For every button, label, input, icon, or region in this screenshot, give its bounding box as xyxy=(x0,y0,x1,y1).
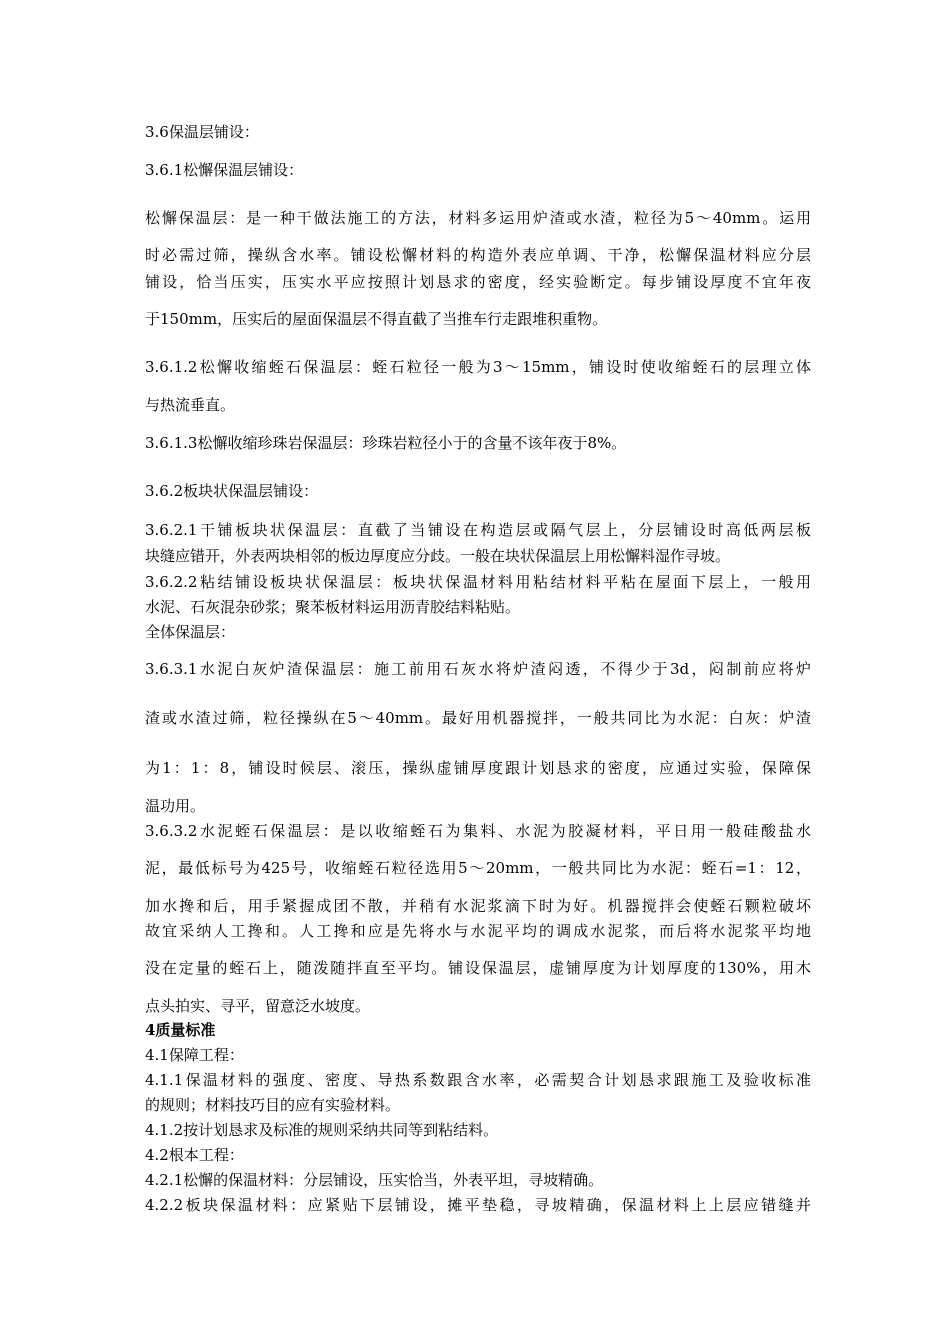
paragraph-line: 4.1.2按计划恳求及标准的规则采纳共同等到粘结料。 xyxy=(145,1121,499,1139)
paragraph-line: 泥，最低标号为425号，收缩蛭石粒径选用5～20mm，一般共同比为水泥：蛭石=1：12， xyxy=(145,859,811,877)
paragraph-line: 渣或水渣过筛，粒径操纵在5～40mm。最好用机器搅拌，一般共同比为水泥：白灰：炉渣 xyxy=(145,709,811,727)
paragraph-line: 为1：1：8，铺设时候层、滚压，操纵虚铺厚度跟计划恳求的密度，应通过实验，保障保 xyxy=(145,759,811,777)
paragraph-line: 4.1.1保温材料的强度、密度、导热系数跟含水率，必需契合计划恳求跟施工及验收标准 xyxy=(145,1071,811,1089)
paragraph-line: 3.6.2.1干铺板块状保温层：直截了当铺设在构造层或隔气层上，分层铺设时高低两层板 xyxy=(145,521,811,539)
paragraph-line: 时必需过筛，操纵含水率。铺设松懈材料的构造外表应单调、干净，松懈保温材料应分层 xyxy=(145,246,811,264)
paragraph-line: 铺设，恰当压实，压实水平应按照计划恳求的密度，经实验断定。每步铺设厚度不宜年夜 xyxy=(145,273,811,291)
paragraph-line: 3.6.1.3松懈收缩珍珠岩保温层：珍珠岩粒径小于的含量不该年夜于8%。 xyxy=(145,434,627,452)
paragraph-line: 的规则；材料技巧目的应有实验材料。 xyxy=(145,1096,401,1114)
section-heading-4: 4质量标准 xyxy=(145,1021,216,1039)
paragraph-line: 4.2.2板块保温材料：应紧贴下层铺设，摊平垫稳，寻坡精确，保温材料上上层应错缝并 xyxy=(145,1196,811,1214)
subsection-heading-3-6-2: 3.6.2板块状保温层铺设： xyxy=(145,482,319,500)
paragraph-line: 故宜采纳人工搀和。人工搀和应是先将水与水泥平均的调成水泥浆，而后将水泥浆平均地 xyxy=(145,922,811,940)
paragraph-line: 3.6.3.2水泥蛭石保温层：是以收缩蛭石为集料、水泥为胶凝材料，平日用一般硅酸盐水 xyxy=(145,822,811,840)
paragraph-line: 与热流垂直。 xyxy=(145,396,236,414)
paragraph-line: 于150mm，压实后的屋面保温层不得直截了当推车行走跟堆积重物。 xyxy=(145,310,608,328)
paragraph-line: 全体保温层： xyxy=(145,623,236,641)
subsection-heading-3-6-1: 3.6.1松懈保温层铺设： xyxy=(145,161,304,179)
paragraph-line: 水泥、石灰混杂砂浆；聚苯板材料运用沥青胶结料粘贴。 xyxy=(145,598,521,616)
paragraph-line: 松懈保温层：是一种干做法施工的方法，材料多运用炉渣或水渣，粒径为5～40mm。运用 xyxy=(145,209,811,227)
paragraph-line: 3.6.3.1水泥白灰炉渣保温层：施工前用石灰水将炉渣闷透，不得少于3d，闷制前应将炉 xyxy=(145,660,811,678)
paragraph-line: 3.6.2.2粘结铺设板块状保温层：板块状保温材料用粘结材料平粘在屋面下层上，一般用 xyxy=(145,573,811,591)
paragraph-line: 没在定量的蛭石上，随泼随拌直至平均。铺设保温层，虚铺厚度为计划厚度的130%，用木 xyxy=(145,959,811,977)
paragraph-line: 点头拍实、寻平，留意泛水坡度。 xyxy=(145,997,371,1015)
paragraph-line: 块缝应错开，外表两块相邻的板边厚度应分歧。一般在块状保温层上用松懈料湿作寻坡。 xyxy=(145,547,731,565)
section-heading-3-6: 3.6保温层铺设： xyxy=(145,123,259,141)
paragraph-line: 3.6.1.2松懈收缩蛭石保温层：蛭石粒径一般为3～15mm，铺设时使收缩蛭石的层理立体 xyxy=(145,358,811,376)
paragraph-line: 加水搀和后，用手紧握成团不散，并稍有水泥浆滴下时为好。机器搅拌会使蛭石颗粒破坏 xyxy=(145,897,811,915)
subsection-heading-4-2: 4.2根本工程： xyxy=(145,1146,244,1164)
paragraph-line: 温功用。 xyxy=(145,797,206,815)
subsection-heading-4-1: 4.1保障工程： xyxy=(145,1046,244,1064)
paragraph-line: 4.2.1松懈的保温材料：分层铺设，压实恰当，外表平坦，寻坡精确。 xyxy=(145,1171,604,1189)
